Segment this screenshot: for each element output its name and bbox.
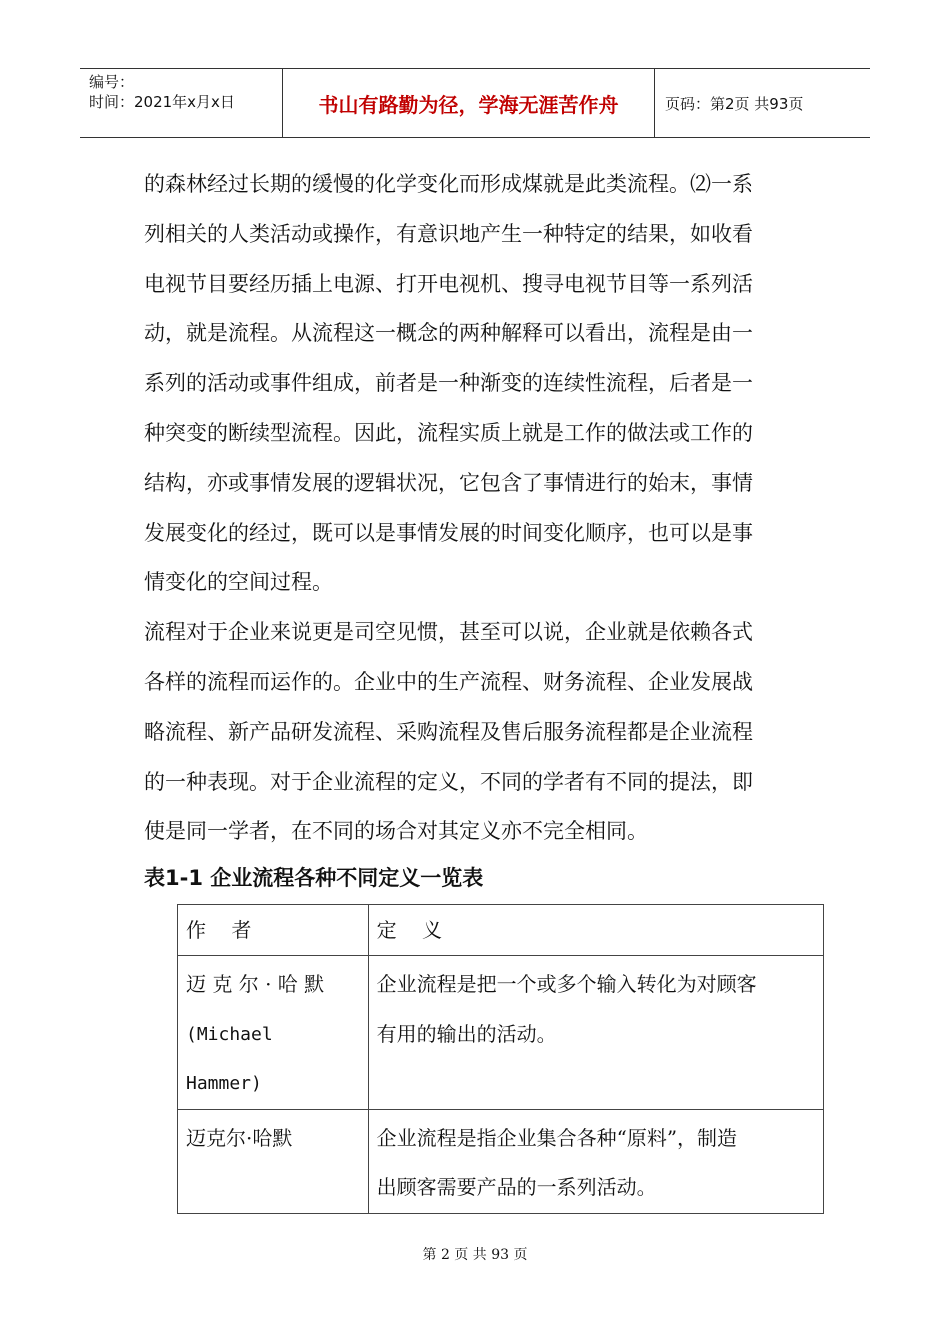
text-line: 流程对于企业来说更是司空见惯，甚至可以说，企业就是依赖各式 [144, 620, 753, 645]
author-line: (Michael [186, 1023, 273, 1045]
document-date: 时间：2021年x月x日 [89, 93, 235, 111]
header-page-info: 页码：第2页 共93页 [665, 94, 804, 113]
header-definition-label: 定 义 [376, 918, 443, 942]
author-line: 迈克尔·哈默 [186, 1125, 293, 1150]
text-line: 结构，亦或事情发展的逻辑状况，它包含了事情进行的始末，事情 [144, 470, 753, 495]
text-line: 系列的活动或事件组成，前者是一种渐变的连续性流程，后者是一 [144, 371, 753, 396]
table-row [178, 1109, 824, 1213]
author-cell [178, 1109, 369, 1213]
definition-line: 出顾客需要产品的一系列活动。 [376, 1175, 657, 1199]
header-author-label: 作 者 [186, 918, 252, 942]
definition-cell [368, 1109, 823, 1213]
text-line: 动，就是流程。从流程这一概念的两种解释可以看出，流程是由一 [144, 321, 753, 346]
document-number-label: 编号： [89, 73, 135, 91]
table-caption: 表1-1 企业流程各种不同定义一览表 [144, 866, 484, 890]
text-line: 略流程、新产品研发流程、采购流程及售后服务流程都是企业流程 [144, 719, 753, 744]
definition-line: 企业流程是把一个或多个输入转化为对顾客 [376, 972, 757, 996]
text-line: 种突变的断续型流程。因此，流程实质上就是工作的做法或工作的 [144, 420, 753, 445]
author-line: Hammer) [186, 1073, 262, 1094]
text-line: 发展变化的经过，既可以是事情发展的时间变化顺序，也可以是事 [144, 520, 753, 545]
text-line: 使是同一学者，在不同的场合对其定义亦不完全相同。 [144, 819, 648, 844]
text-line: 电视节目要经历插上电源、打开电视机、搜寻电视节目等一系列活 [144, 271, 753, 296]
author-cell [178, 956, 369, 1110]
header-motto: 书山有路勤为径，学海无涯苦作舟 [318, 92, 619, 117]
definition-line: 有用的输出的活动。 [376, 1021, 557, 1046]
text-line: 的森林经过长期的缓慢的化学变化而形成煤就是此类流程。⑵一系 [144, 172, 753, 196]
body-text [144, 160, 808, 857]
text-line: 的一种表现。对于企业流程的定义，不同的学者有不同的提法，即 [144, 769, 753, 794]
text-line: 各样的流程而运作的。企业中的生产流程、财务流程、企业发展战 [144, 669, 753, 694]
definition-cell [368, 956, 823, 1110]
page-footer: 第 2 页 共 93 页 [422, 1247, 528, 1263]
text-line: 列相关的人类活动或操作，有意识地产生一种特定的结果，如收看 [144, 221, 753, 246]
definition-table [177, 904, 824, 1214]
page-header [80, 68, 870, 138]
header-author [178, 905, 369, 956]
definition-line: 企业流程是指企业集合各种“原料”，制造 [376, 1125, 738, 1150]
header-meta [80, 69, 283, 137]
table-header-row [178, 905, 824, 956]
table-row [178, 956, 824, 1110]
header-definition [368, 905, 823, 956]
header-motto-cell [283, 69, 655, 137]
author-line: 迈 克 尔 · 哈 默 [186, 972, 325, 996]
text-line: 情变化的空间过程。 [144, 570, 333, 595]
